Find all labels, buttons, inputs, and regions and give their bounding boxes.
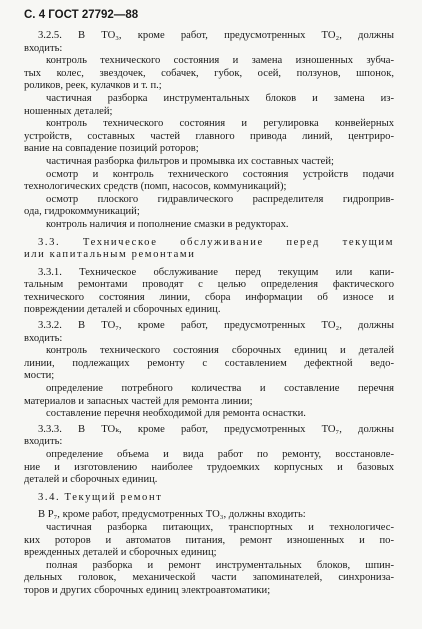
text-line: роликов, реек, кулачков и т. п.; [24,80,162,92]
text-line: материалов и запасных частей для ремонта линии; [24,395,253,407]
text-line: 3.3.2. В ТО₇, кроме работ, предусмотренных ТО₂, должны [38,320,394,332]
text-line: или капитальным ремонтами [24,249,196,261]
text-line: тальным ремонтами проводят с целью определения фактического [24,279,394,291]
text-line: осмотр плоского гидравлического распределителя гидроприв- [46,193,394,205]
paragraph [24,560,394,598]
paragraph [24,345,394,383]
text-line: частичная разборка фильтров и промывка их составных частей; [46,155,334,167]
text-line: ние и изготовлению наиболее трудоемких корпусных и базовых [24,461,394,473]
paragraph [24,118,394,156]
paragraph [24,449,394,487]
paragraph [24,156,394,169]
document-body [24,30,394,598]
paragraph [24,30,394,55]
text-line: мости; [24,370,55,382]
paragraph [24,169,394,194]
paragraph [24,55,394,93]
paragraph [24,194,394,219]
text-line: деталей и сборочных единиц. [24,474,158,486]
text-line: 3.2.5. В ТО₃, кроме работ, предусмотренных ТО₂, должны [38,30,394,41]
paragraph [24,320,394,345]
paragraph [24,267,394,317]
text-line: контроль наличия и пополнение смазки в редукторах. [46,218,289,230]
section-heading [24,237,394,262]
text-line: торов и других сборочных единиц электроавтоматики; [24,584,271,596]
text-line: входить: [24,332,63,344]
text-line: 3.4. Текущий ремонт [38,491,163,503]
text-line: контроль технического состояния и регулировка конвейерных [46,118,394,130]
text-line: составление перечня необходимой для ремонта оснастки. [46,408,306,420]
paragraph [24,408,394,421]
text-line: ода, гидрокоммуникаций; [24,206,140,218]
text-line: вание на совпадение позиций роторов; [24,143,199,155]
paragraph [24,219,394,232]
text-line: контроль технического состояния и замена изношенных зубча- [46,55,394,67]
text-line: контроль технического состояния сборочных единиц и деталей [46,345,394,357]
text-line: дельных головок, механической части запоминателей, синхронизa- [24,572,394,584]
text-line: врежденных деталей и сборочных единиц; [24,547,217,559]
text-line: частичная разборка инструментальных блоков и замена из- [46,92,394,104]
paragraph [24,509,394,522]
text-line: тых колес, звездочек, собачек, губок, осей, ползунов, шпонок, [24,67,394,79]
paragraph [24,383,394,408]
text-line: линии, подлежащих ремонту с составлением дефектной ведо- [24,357,394,369]
text-line: определение объема и вида работ по ремонту, восстановле- [46,449,394,460]
text-line: 3.3.3. В ТОₖ, кроме работ, предусмотренных ТО₇, должны [38,423,394,435]
text-line: частичная разборка питающих, транспортных и технологичес- [46,521,394,533]
text-line: технического состояния линии, сбора информации об износе и [24,291,394,303]
text-line: ношенных деталей; [24,105,113,117]
text-line: определение потребного количества и составление перечня [46,383,394,395]
text-line: 3.3. Техническое обслуживание перед текущим [38,236,394,248]
paragraph [24,93,394,118]
paragraph [24,522,394,560]
text-line: 3.3.1. Техническое обслуживание перед текущим или капи- [38,266,394,278]
paragraph [24,424,394,449]
section-heading [24,492,394,505]
text-line: входить: [24,436,63,448]
text-line: В Р₇, кроме работ, предусмотренных ТО₃, должны входить: [38,509,306,521]
text-line: ких роторов и автоматов питания, ремонт изношенных и по- [24,534,394,546]
text-line: повреждении деталей и сборочных единиц. [24,304,221,316]
text-line: входить: [24,42,63,54]
text-line: устройств, составных частей главного привода линий, центриро- [24,130,394,142]
page-header: С. 4 ГОСТ 27792—88 [24,9,139,21]
text-line: осмотр и контроль технического состояния устройств подачи [46,168,394,180]
text-line: полная разборка и ремонт инструментальных блоков, шпин- [46,559,394,571]
text-line: технологических средств (помп, насосов, коммуникаций); [24,181,287,193]
